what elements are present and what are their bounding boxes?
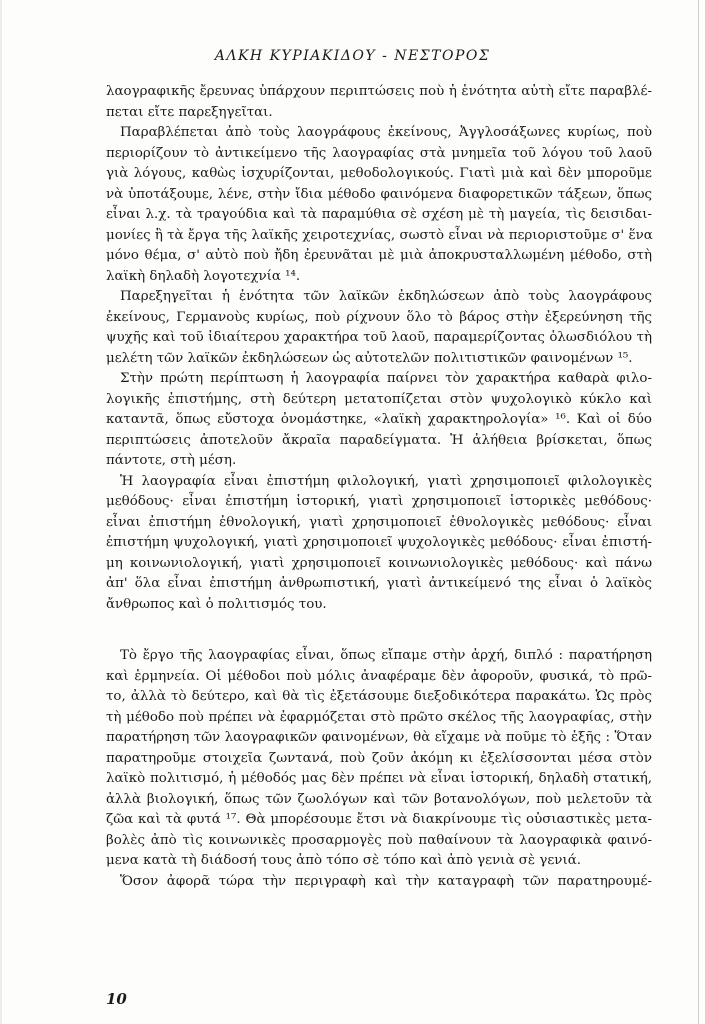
text-line: εἶναι ἐπιστήμη ἐθνολογική, γιατὶ χρησιμοποιεῖ ἐθνολογικὲς μεθόδους· εἶναι — [106, 514, 652, 530]
text-line: ἄνθρωπος καὶ ὁ πολιτισμός του. — [106, 596, 327, 612]
text-line: νὰ ὑποτάξουμε, λένε, στὴν ἴδια μέθοδο φαινόμενα διαφορετικῶν τάξεων, ὅπως — [106, 186, 652, 202]
text-line: παρατήρηση τῶν λαογραφικῶν φαινομένων, θὰ εἴχαμε νὰ ποῦμε τὸ ἑξῆς : Ὅταν — [106, 730, 652, 745]
text-line: βολὲς ἀπὸ τὶς κοινωνικὲς προσαρμογὲς ποὺ παθαίνουν τὰ λαογραφικὰ φαινό- — [106, 832, 652, 848]
text-line: ἀπ' ὅλα εἶναι ἐπιστήμη ἀνθρωπιστική, γιατὶ ἀντικείμενό της εἶναι ὁ λαϊκὸς — [106, 576, 652, 591]
section-gap — [106, 615, 652, 646]
text-line: τὴ μέθοδο ποὺ πρέπει νὰ ἐφαρμόζεται στὸ πρῶτο σκέλος τῆς λαογραφίας, στὴν — [106, 709, 652, 725]
text-line: πάντοτε, στὴ μέση. — [106, 453, 237, 468]
text-line: μονίες ἢ τὰ ἔργα τῆς λαϊκῆς χειροτεχνίας, σωστὸ εἶναι νὰ περιοριστοῦμε σ' ἕνα — [106, 227, 653, 243]
text-line: μενα κατὰ τὴ διάδοσή τους ἀπὸ τόπο σὲ τόπο καὶ ἀπὸ γενιὰ σὲ γενιά. — [106, 853, 581, 868]
text-line: ζῶα καὶ τὰ φυτά ¹⁷. Θὰ μπορέσουμε ἔτσι νὰ διακρίνουμε τὶς οὐσιαστικὲς μετα- — [106, 812, 652, 827]
text-line: παρατηροῦμε στοιχεῖα ζωντανά, ποὺ ζοῦν ἀκόμη κι ἐξελίσσονται μέσα στὸν — [106, 750, 652, 766]
text-line: περιορίζουν τὸ ἀντικείμενο τῆς λαογραφίας στὰ μνημεῖα τοῦ λόγου τοῦ λαοῦ — [106, 145, 652, 161]
text-line: μελέτη τῶν λαϊκῶν ἐκδηλώσεων ὡς αὐτοτελῶν πολιτιστικῶν φαινομένων ¹⁵. — [106, 350, 633, 366]
body-text — [106, 82, 652, 892]
text-line: ψυχῆς καὶ τοῦ ἰδιαίτερου χαρακτήρα τοῦ λαοῦ, παραμερίζοντας ὁλωσδιόλου τὴ — [106, 330, 652, 345]
text-line: ἐπιστήμη ψυχολογική, γιατὶ χρησιμοποιεῖ ψυχολογικὲς μεθόδους· εἶναι ἐπιστή- — [106, 535, 652, 550]
text-line: μη κοινωνιολογική, γιατὶ χρησιμοποιεῖ κοινωνιολογικὲς μεθόδους· καὶ πάνω — [106, 555, 652, 571]
scan-left-edge — [0, 0, 2, 1024]
text-line: εἶναι λ.χ. τὰ τραγούδια καὶ τὰ παραμύθια σὲ σχέση μὲ τὴ μαγεία, τὶς δεισιδαι- — [106, 207, 652, 222]
text-line: Παραβλέπεται ἀπὸ τοὺς λαογράφους ἐκείνους, Ἀγγλοσάξωνες κυρίως, ποὺ — [120, 125, 652, 140]
text-line: Παρεξηγεῖται ἡ ἑνότητα τῶν λαϊκῶν ἐκδηλώσεων ἀπὸ τοὺς λαογράφους — [120, 289, 652, 304]
text-line: ἐκείνους, Γερμανοὺς κυρίως, ποὺ ρίχνουν ὅλο τὸ βάρος στὴν ἐξερεύνηση τῆς — [106, 309, 652, 325]
scan-right-edge — [698, 0, 699, 1024]
text-line: καταντᾶ, ὅπως εὔστοχα ὀνομάστηκε, «λαϊκὴ χαρακτηρολογία» ¹⁶. Καὶ οἱ δύο — [106, 412, 652, 427]
text-line: λαϊκὴ δηλαδὴ λογοτεχνία ¹⁴. — [106, 268, 301, 284]
text-line: Ἡ λαογραφία εἶναι ἐπιστήμη φιλολογική, γιατὶ χρησιμοποιεῖ φιλολογικὲς — [120, 473, 652, 489]
text-line: μόνο θέμα, σ' αὐτὸ ποὺ ἤδη ἐρευνᾶται μὲ μιὰ ἀποκρυσταλλωμένη μέθοδο, στὴ — [106, 248, 652, 263]
running-header: ΑΛΚΗ ΚΥΡΙΑΚΙΔΟΥ - ΝΕΣΤΟΡΟΣ — [214, 48, 491, 64]
text-line: το, ἀλλὰ τὸ δεύτερο, καὶ θὰ τὶς ἐξετάσουμε διεξοδικότερα παρακάτω. Ὡς πρὸς — [106, 689, 652, 704]
text-line: πεται εἴτε παρεξηγεῖται. — [106, 104, 273, 120]
text-line: λογικῆς ἐπιστήμης, στὴ δεύτερη μετατοπίζεται στὸν ψυχολογικὸ κύκλο καὶ — [106, 391, 652, 407]
text-line: περιπτώσεις ἀποτελοῦν ἄκραῖα παραδείγματα. Ἡ ἀλήθεια βρίσκεται, ὅπως — [106, 432, 652, 448]
text-line: καὶ ἑρμηνεία. Οἱ μέθοδοι ποὺ μόλις ἀναφέραμε δὲν ἀφοροῦν, φυσικά, τὸ πρῶ- — [106, 668, 652, 684]
text-line: γιὰ λόγους, καθὼς ἰσχυρίζονται, μεθοδολογικούς. Γιατὶ μιὰ καὶ δὲν μποροῦμε — [106, 166, 652, 181]
text-line: Τὸ ἔργο τῆς λαογραφίας εἶναι, ὅπως εἴπαμε στὴν ἀρχή, διπλό : παρατήρηση — [120, 648, 652, 663]
text-line: μεθόδους· εἶναι ἐπιστήμη ἱστορική, γιατὶ χρησιμοποιεῖ ἱστορικὲς μεθόδους· — [106, 494, 652, 509]
text-line: ἀλλὰ βιολογική, ὅπως τῶν ζωολόγων καὶ τῶν βοτανολόγων, ποὺ μελετοῦν τὰ — [106, 791, 652, 807]
text-line: λαϊκὸ πολιτισμό, ἡ μέθοδός μας δὲν πρέπει νὰ εἶναι ἱστορική, δηλαδὴ στατική, — [106, 771, 652, 786]
page-number: 10 — [106, 990, 127, 1008]
text-line: Ὅσον ἀφορᾶ τώρα τὴν περιγραφὴ καὶ τὴν καταγραφὴ τῶν παρατηρουμέ- — [120, 873, 652, 889]
text-line: Στὴν πρώτη περίπτωση ἡ λαογραφία παίρνει τὸν χαρακτήρα καθαρὰ φιλο- — [120, 371, 652, 386]
text-line: λαογραφικῆς ἔρευνας ὑπάρχουν περιπτώσεις ποὺ ἡ ἑνότητα αὐτὴ εἴτε παραβλέ- — [106, 84, 652, 99]
